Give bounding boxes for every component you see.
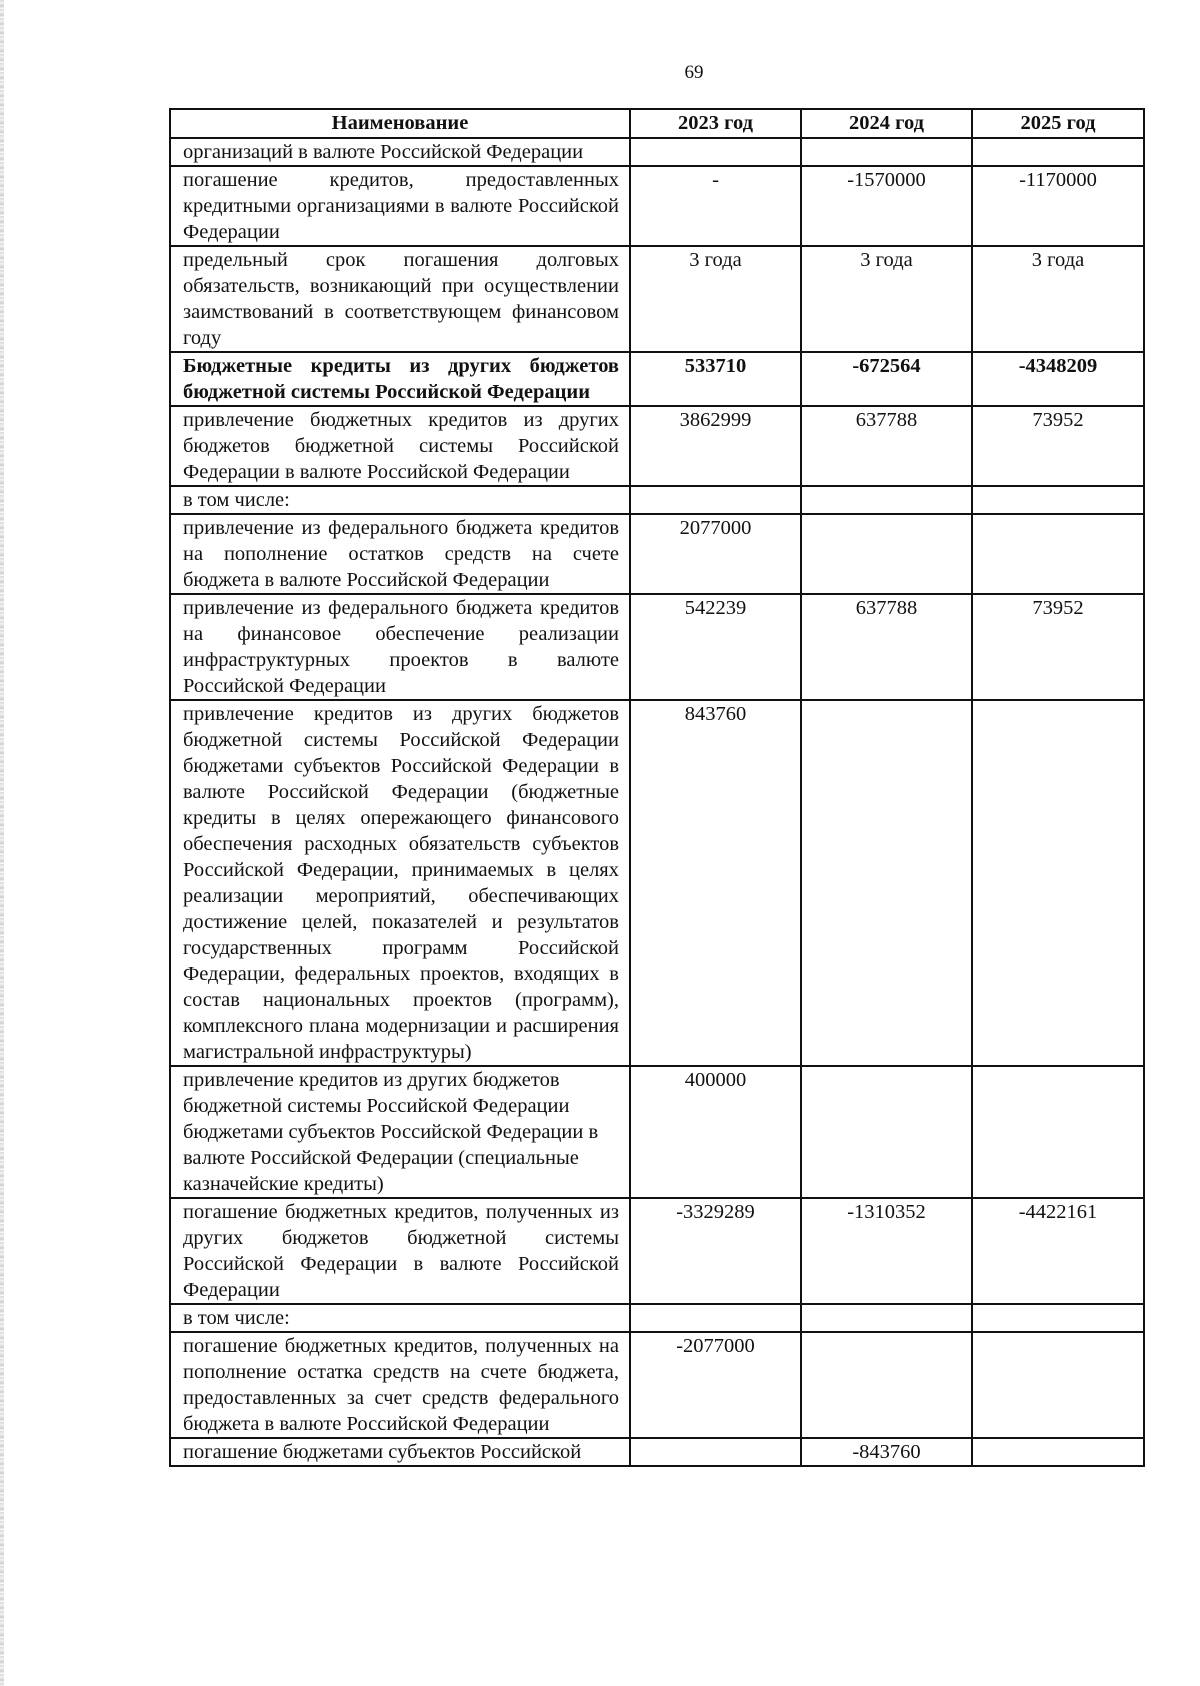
row-2025 — [972, 1332, 1144, 1438]
row-2024 — [801, 514, 972, 594]
row-2024: 637788 — [801, 594, 972, 700]
table-row — [170, 1066, 1144, 1198]
row-2023: 3862999 — [630, 406, 801, 486]
row-name: погашение бюджетами субъектов Российской — [170, 1438, 630, 1466]
scan-edge — [0, 0, 4, 1686]
table-row — [170, 166, 1144, 246]
row-2023 — [630, 138, 801, 166]
row-2024 — [801, 1332, 972, 1438]
table-row — [170, 406, 1144, 486]
row-2025: 3 года — [972, 246, 1144, 352]
row-name: привлечение кредитов из других бюджетов бюджетной системы Российской Федерации бюджетами субъектов Российской Федерации в валюте Российской Федерации (специальные казначейские кредиты) — [170, 1066, 630, 1198]
table-row-section — [170, 352, 1144, 406]
header-name: Наименование — [170, 109, 630, 138]
row-name: погашение бюджетных кредитов, полученных на пополнение остатка средств на счете бюджета, предоставленных за счет средств федерального бюджета в валюте Российской Федерации — [170, 1332, 630, 1438]
row-2023: 542239 — [630, 594, 801, 700]
row-2025 — [972, 514, 1144, 594]
table-row — [170, 1304, 1144, 1332]
row-2023: 400000 — [630, 1066, 801, 1198]
page-number: 69 — [684, 62, 704, 83]
row-2025 — [972, 486, 1144, 514]
row-2024 — [801, 1304, 972, 1332]
row-2025: -1170000 — [972, 166, 1144, 246]
row-2025: -4348209 — [972, 352, 1144, 406]
row-2024: 3 года — [801, 246, 972, 352]
row-2024: 637788 — [801, 406, 972, 486]
table-row — [170, 246, 1144, 352]
header-2024: 2024 год — [801, 109, 972, 138]
row-name: предельный срок погашения долговых обязательств, возникающий при осуществлении заимствований в соответствующем финансовом году — [170, 246, 630, 352]
row-2023: - — [630, 166, 801, 246]
table-row — [170, 700, 1144, 1066]
row-2025 — [972, 700, 1144, 1066]
budget-table — [169, 108, 1145, 1467]
row-2024 — [801, 700, 972, 1066]
row-2023: 843760 — [630, 700, 801, 1066]
table-row — [170, 594, 1144, 700]
row-name: Бюджетные кредиты из других бюджетов бюджетной системы Российской Федерации — [170, 352, 630, 406]
row-2024 — [801, 486, 972, 514]
row-name: привлечение кредитов из других бюджетов бюджетной системы Российской Федерации бюджетами субъектов Российской Федерации в валюте Российской Федерации (бюджетные кредиты в целях опережающего финансового обеспечения расходных обязательств субъектов Российской Федерации, принимаемых в целях реализации мероприятий, обеспечивающих достижение целей, показателей и результатов государственных программ Российской Федерации, федеральных проектов, входящих в состав национальных проектов (программ), комплексного плана модернизации и расширения магистральной инфраструктуры) — [170, 700, 630, 1066]
row-2023 — [630, 1304, 801, 1332]
row-2024: -672564 — [801, 352, 972, 406]
row-2025 — [972, 1438, 1144, 1466]
row-2025: -4422161 — [972, 1198, 1144, 1304]
row-2025: 73952 — [972, 406, 1144, 486]
row-2025: 73952 — [972, 594, 1144, 700]
row-name: привлечение бюджетных кредитов из других бюджетов бюджетной системы Российской Федерации в валюте Российской Федерации — [170, 406, 630, 486]
row-name: в том числе: — [170, 486, 630, 514]
row-2023 — [630, 486, 801, 514]
row-2024 — [801, 1066, 972, 1198]
row-2023: 2077000 — [630, 514, 801, 594]
row-2025 — [972, 1304, 1144, 1332]
table-row — [170, 486, 1144, 514]
row-name: в том числе: — [170, 1304, 630, 1332]
table-row — [170, 1198, 1144, 1304]
table-row — [170, 138, 1144, 166]
table-row — [170, 1438, 1144, 1466]
row-name: организаций в валюте Российской Федерации — [170, 138, 630, 166]
row-name: привлечение из федерального бюджета кредитов на финансовое обеспечение реализации инфраструктурных проектов в валюте Российской Федерации — [170, 594, 630, 700]
row-2024: -1310352 — [801, 1198, 972, 1304]
row-2023: 533710 — [630, 352, 801, 406]
row-2024: -843760 — [801, 1438, 972, 1466]
row-name: погашение кредитов, предоставленных кредитными организациями в валюте Российской Федерации — [170, 166, 630, 246]
row-2023 — [630, 1438, 801, 1466]
row-2024: -1570000 — [801, 166, 972, 246]
row-2023: 3 года — [630, 246, 801, 352]
row-2024 — [801, 138, 972, 166]
header-2023: 2023 год — [630, 109, 801, 138]
header-2025: 2025 год — [972, 109, 1144, 138]
table-row — [170, 1332, 1144, 1438]
row-2025 — [972, 138, 1144, 166]
table-row — [170, 514, 1144, 594]
row-2025 — [972, 1066, 1144, 1198]
row-name: привлечение из федерального бюджета кредитов на пополнение остатков средств на счете бюджета в валюте Российской Федерации — [170, 514, 630, 594]
row-2023: -3329289 — [630, 1198, 801, 1304]
table-header-row — [170, 109, 1144, 138]
row-2023: -2077000 — [630, 1332, 801, 1438]
row-name: погашение бюджетных кредитов, полученных из других бюджетов бюджетной системы Российской Федерации в валюте Российской Федерации — [170, 1198, 630, 1304]
